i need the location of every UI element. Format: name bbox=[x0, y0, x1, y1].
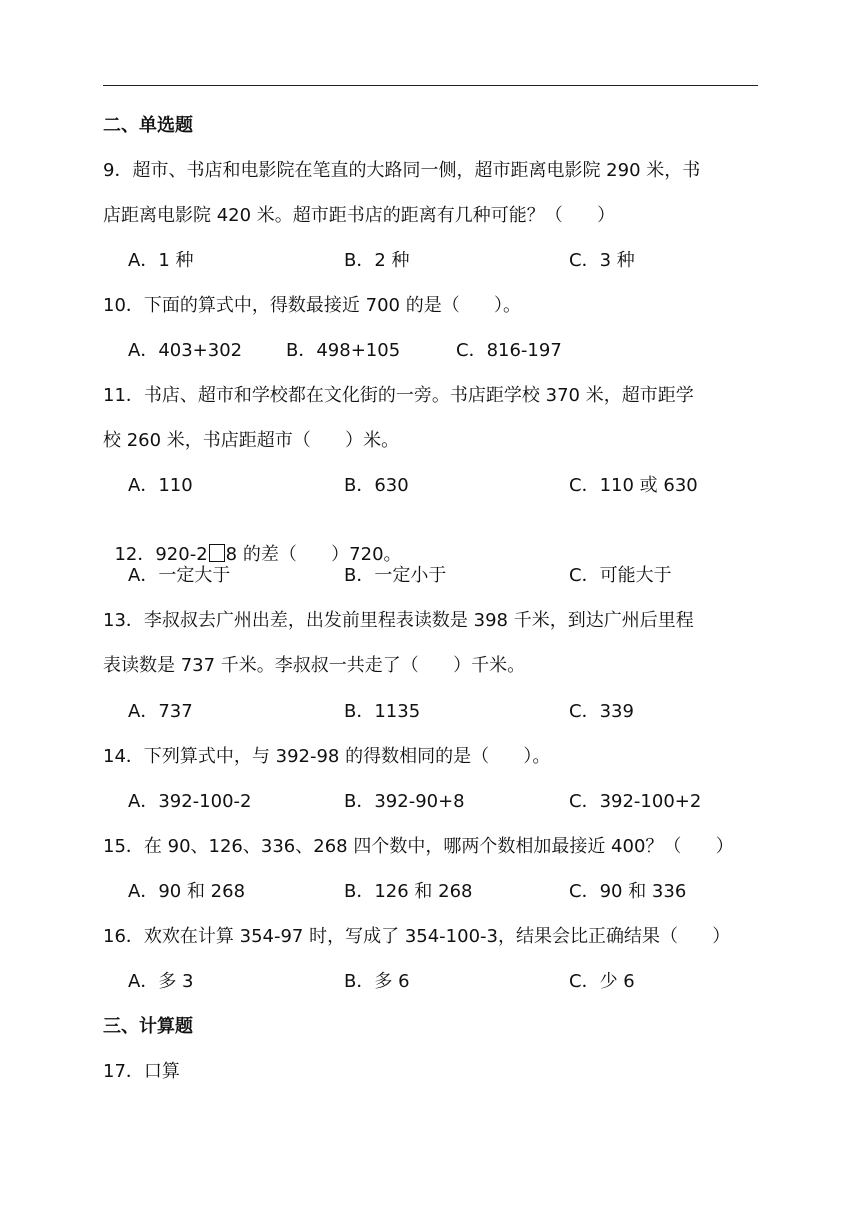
question-13-option-c[interactable]: C．339 bbox=[569, 701, 634, 722]
question-9-option-c[interactable]: C．3 种 bbox=[569, 250, 635, 271]
question-12-option-b[interactable]: B．一定小于 bbox=[344, 565, 447, 586]
question-12-option-a[interactable]: A．一定大于 bbox=[128, 565, 231, 586]
question-14-line-1: 14．下列算式中，与 392-98 的得数相同的是（ ）。 bbox=[103, 746, 551, 767]
question-11-option-a[interactable]: A．110 bbox=[128, 475, 193, 496]
question-15-option-b[interactable]: B．126 和 268 bbox=[344, 881, 473, 902]
question-15-option-c[interactable]: C．90 和 336 bbox=[569, 881, 687, 902]
question-15-line-1: 15．在 90、126、336、268 四个数中，哪两个数相加最接近 400？（ ） bbox=[103, 836, 734, 857]
header-rule bbox=[103, 85, 758, 86]
question-12-text-after-box: 8 的差（ ）720。 bbox=[225, 544, 402, 565]
question-12-text-before-box: 12．920-2 bbox=[114, 544, 208, 565]
question-13-line-2: 表读数是 737 千米。李叔叔一共走了（ ）千米。 bbox=[103, 655, 526, 676]
question-17-line-1: 17．口算 bbox=[103, 1061, 180, 1082]
question-16-line-1: 16．欢欢在计算 354-97 时，写成了 354-100-3，结果会比正确结果（ ） bbox=[103, 926, 731, 947]
question-11-line-2: 校 260 米，书店距超市（ ）米。 bbox=[103, 430, 400, 451]
question-9-option-a[interactable]: A．1 种 bbox=[128, 250, 194, 271]
question-11-option-b[interactable]: B．630 bbox=[344, 475, 409, 496]
question-14-option-b[interactable]: B．392-90+8 bbox=[344, 791, 465, 812]
question-11-line-1: 11．书店、超市和学校都在文化街的一旁。书店距学校 370 米，超市距学 bbox=[103, 385, 694, 406]
question-11-option-c[interactable]: C．110 或 630 bbox=[569, 475, 698, 496]
question-16-option-a[interactable]: A．多 3 bbox=[128, 971, 194, 992]
question-10-option-b[interactable]: B．498+105 bbox=[286, 340, 401, 361]
section-heading-calculation: 三、计算题 bbox=[103, 1016, 193, 1037]
question-10-option-a[interactable]: A．403+302 bbox=[128, 340, 243, 361]
question-10-option-c[interactable]: C．816-197 bbox=[456, 340, 562, 361]
question-14-option-c[interactable]: C．392-100+2 bbox=[569, 791, 702, 812]
question-10-line-1: 10．下面的算式中，得数最接近 700 的是（ ）。 bbox=[103, 295, 522, 316]
question-14-option-a[interactable]: A．392-100-2 bbox=[128, 791, 252, 812]
section-heading-single-choice: 二、单选题 bbox=[103, 115, 193, 136]
question-12-line-1 bbox=[103, 519, 402, 567]
question-16-option-c[interactable]: C．少 6 bbox=[569, 971, 635, 992]
blank-box-icon bbox=[209, 544, 225, 562]
question-9-option-b[interactable]: B．2 种 bbox=[344, 250, 410, 271]
question-12-option-c[interactable]: C．可能大于 bbox=[569, 565, 672, 586]
question-13-line-1: 13．李叔叔去广州出差，出发前里程表读数是 398 千米，到达广州后里程 bbox=[103, 610, 694, 631]
question-9-line-2: 店距离电影院 420 米。超市距书店的距离有几种可能？（ ） bbox=[103, 205, 616, 226]
question-9-line-1: 9．超市、书店和电影院在笔直的大路同一侧，超市距离电影院 290 米，书 bbox=[103, 160, 701, 181]
question-13-option-a[interactable]: A．737 bbox=[128, 701, 193, 722]
question-16-option-b[interactable]: B．多 6 bbox=[344, 971, 410, 992]
question-13-option-b[interactable]: B．1135 bbox=[344, 701, 421, 722]
question-15-option-a[interactable]: A．90 和 268 bbox=[128, 881, 246, 902]
